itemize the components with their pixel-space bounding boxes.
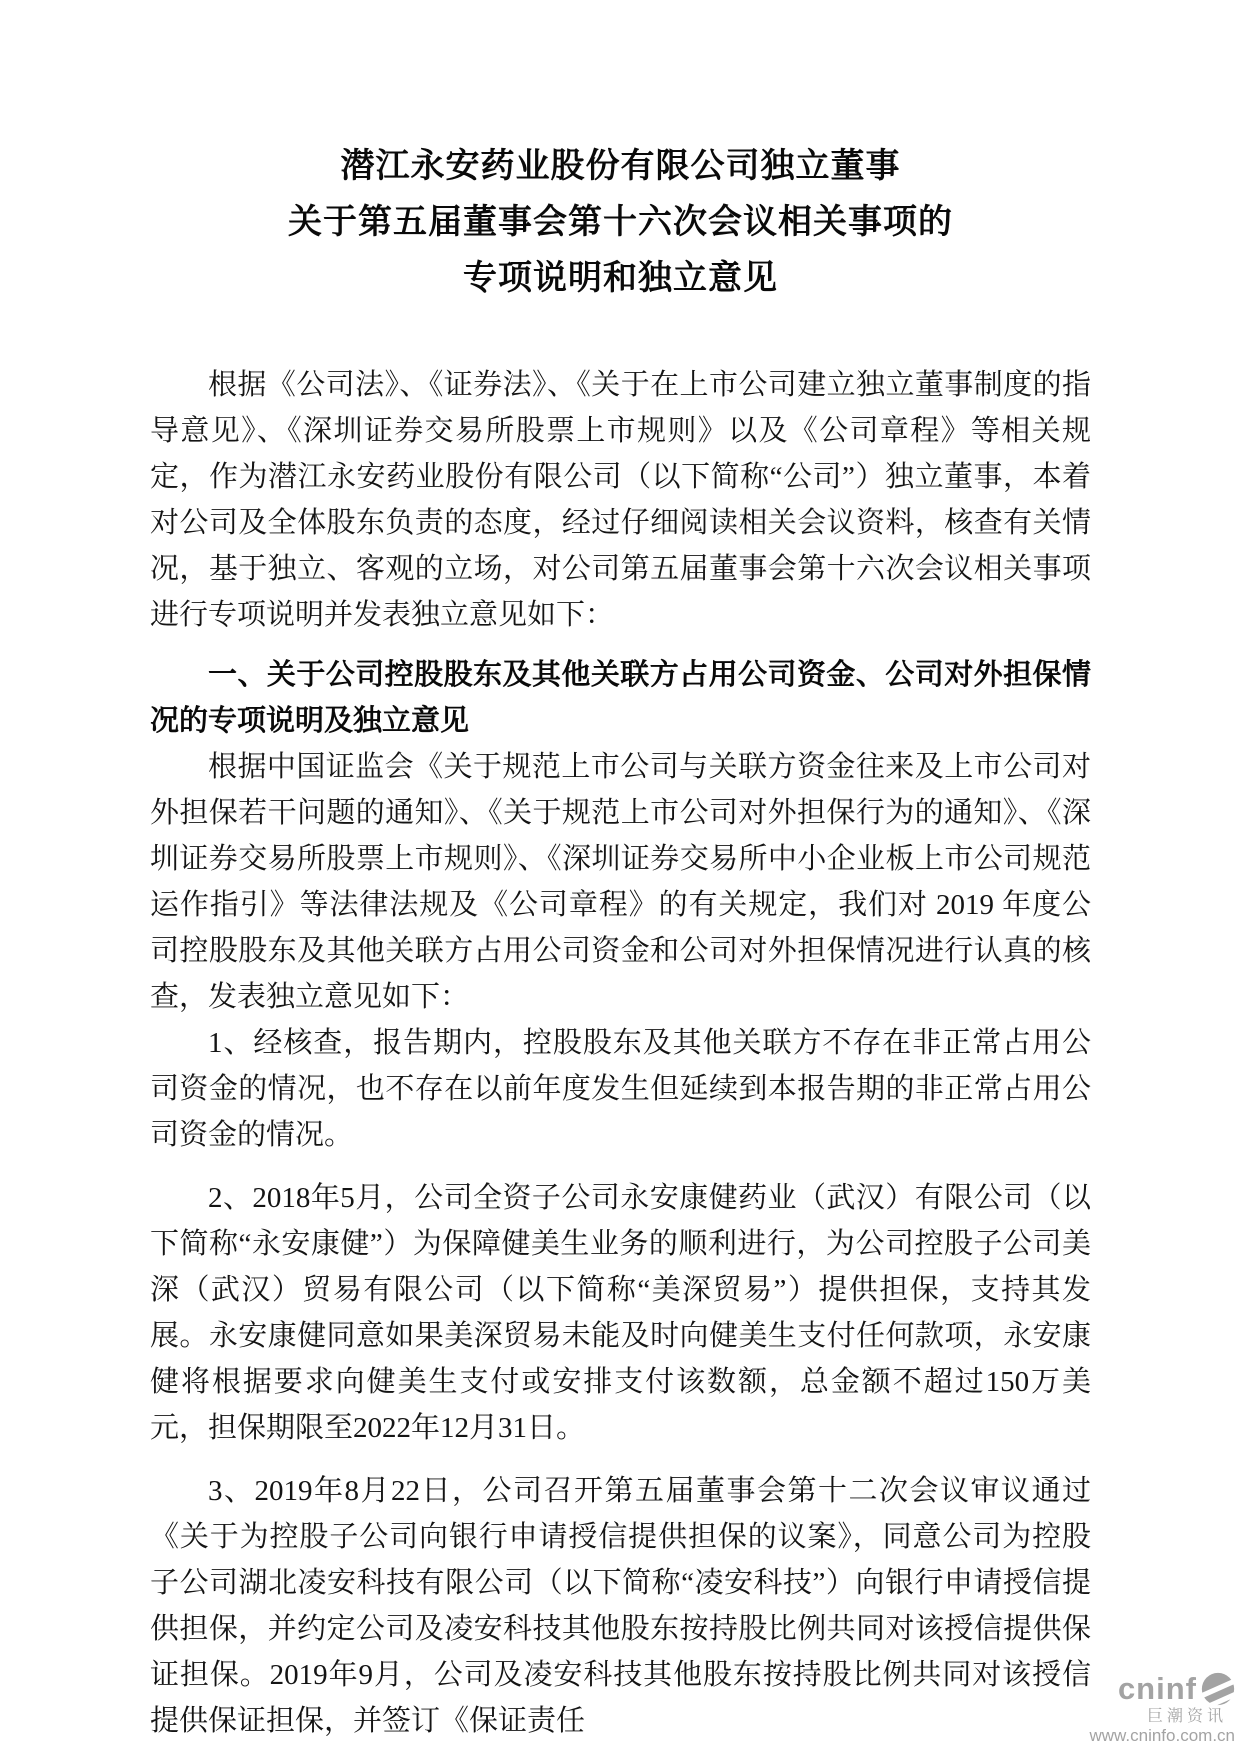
cninfo-brand-row (1090, 1672, 1236, 1706)
paragraph-legal-basis: 根据中国证监会《关于规范上市公司与关联方资金往来及上市公司对外担保若干问题的通知》、《关于规范上市公司对外担保行为的通知》、《深圳证券交易所股票上市规则》、《深圳证券交易所中小企业板上市公司规范运作指引》等法律法规及《公司章程》的有关规定，我们对 2019 年度公司控股股东及其他关联方占用公司资金和公司对外担保情况进行认真的核查，发表独立意见如下： (150, 751, 1091, 1013)
title-line-2: 关于第五届董事会第十六次会议相关事项的 (288, 203, 953, 241)
title-line-3: 专项说明和独立意见 (463, 259, 778, 297)
paragraph-item-2: 2、2018年5月，公司全资子公司永安康健药业（武汉）有限公司（以下简称“永安康健”）为保障健美生业务的顺利进行，为公司控股子公司美深（武汉）贸易有限公司（以下简称“美深贸易”）提供担保，支持其发展。永安康健同意如果美深贸易未能及时向健美生支付任何款项，永安康健将根据要求向健美生支付或安排支付该数额，总金额不超过150万美元，担保期限至2022年12月31日。 (150, 1182, 1091, 1444)
document-title (150, 138, 1091, 306)
paragraph-item-1: 1、经核查，报告期内，控股股东及其他关联方不存在非正常占用公司资金的情况，也不存在以前年度发生但延续到本报告期的非正常占用公司资金的情况。 (150, 1027, 1091, 1151)
cninfo-brand-chinese: 巨潮资讯 (1146, 1707, 1227, 1725)
paragraph-intro: 根据《公司法》、《证券法》、《关于在上市公司建立独立董事制度的指导意见》、《深圳证券交易所股票上市规则》以及《公司章程》等相关规定，作为潜江永安药业股份有限公司（以下简称“公司”）独立董事，本着对公司及全体股东负责的态度，经过仔细阅读相关会议资料，核查有关情况，基于独立、客观的立场，对公司第五届董事会第十六次会议相关事项进行专项说明并发表独立意见如下： (150, 369, 1091, 631)
cninfo-watermark (1090, 1672, 1236, 1746)
title-line-1: 潜江永安药业股份有限公司独立董事 (340, 147, 901, 185)
cninfo-logo-icon (1201, 1672, 1235, 1706)
document-body (150, 362, 1091, 1744)
paragraph-item-3: 3、2019年8月22日，公司召开第五届董事会第十二次会议审议通过《关于为控股子公司向银行申请授信提供担保的议案》，同意公司为控股子公司湖北凌安科技有限公司（以下简称“凌安科技”）向银行申请授信提供担保，并约定公司及凌安科技其他股东按持股比例共同对该授信提供保证担保。2019年9月，公司及凌安科技其他股东按持股比例共同对该授信提供保证担保，并签订《保证责任 (150, 1475, 1091, 1737)
section-heading-1: 一、关于公司控股股东及其他关联方占用公司资金、公司对外担保情况的专项说明及独立意见 (150, 659, 1091, 737)
cninfo-brand-text: cninf (1117, 1670, 1197, 1706)
cninfo-brand-url: www.cninfo.com.cn (1089, 1726, 1235, 1746)
